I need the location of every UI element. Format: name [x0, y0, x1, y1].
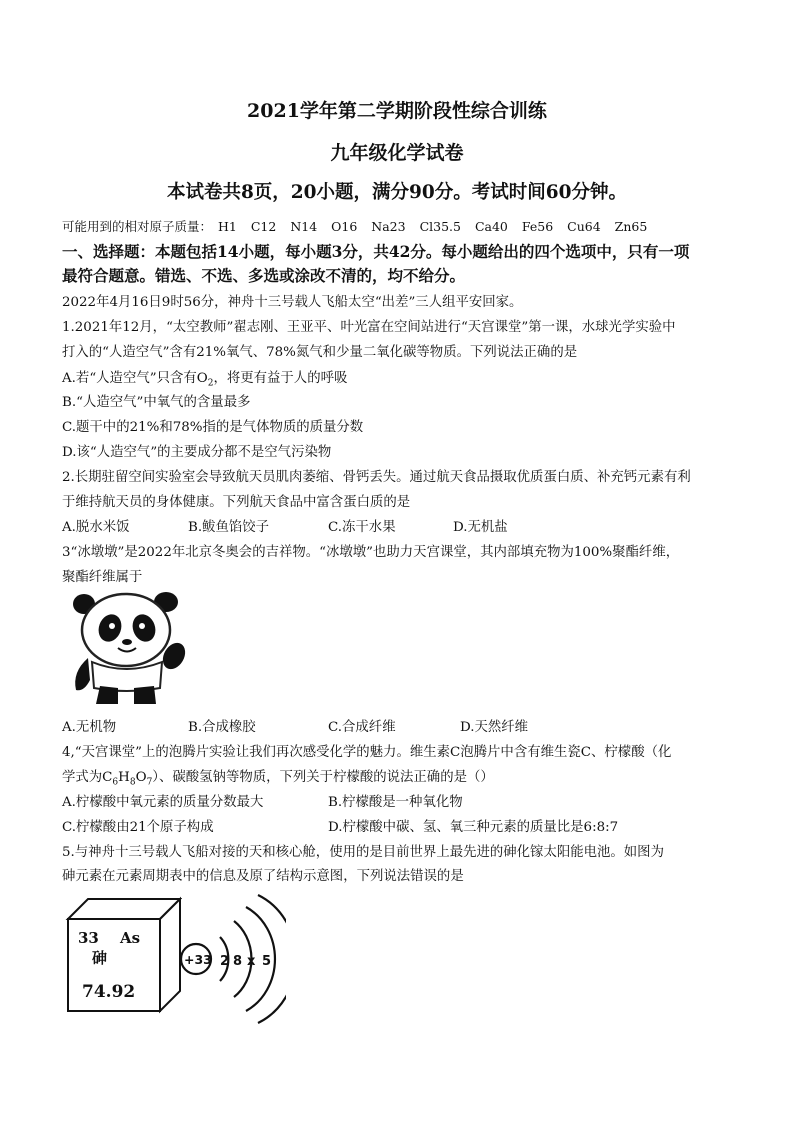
shell-1-electrons: 2: [220, 954, 230, 969]
intro-text: 2022年4月16日9时56分，神舟十三号载人飞船太空“出差”三人组平安回家。: [62, 295, 523, 310]
q3-options: [62, 716, 742, 736]
element-symbol: As: [120, 929, 141, 947]
q1-stem-line1: 1.2021年12月，“太空教师”翟志刚、王亚平、叶光富在空间站进行“天宫课堂”第一课，水球光学实验中: [62, 320, 676, 335]
q4-options-row2: [62, 816, 742, 836]
q2-option-d: D.无机盐: [453, 520, 508, 535]
exam-info: 本试卷共8页，20小题，满分90分。考试时间60分钟。: [166, 182, 628, 203]
q1-option-c: C.题干中的21%和78%指的是气体物质的质量分数: [62, 420, 364, 435]
element-atomic-number: 33: [78, 929, 99, 947]
section-heading-line1: 一、选择题：本题包括14小题，每小题3分，共42分。每小题给出的四个选项中，只有一项: [62, 242, 690, 261]
q2-stem-line2: 于维持航天员的身体健康。下列航天食品中富含蛋白质的是: [62, 495, 411, 510]
q4-stem-line1: 4,“天宫课堂”上的泡腾片实验让我们再次感受化学的魅力。维生素C泡腾片中含有维生瓷C、柠檬酸（化: [62, 745, 672, 760]
mass-item: Zn65: [614, 219, 648, 234]
q4-option-a: A.柠檬酸中氧元素的质量分数最大: [62, 795, 264, 810]
q4-option-b: B.柠檬酸是一种氧化物: [328, 795, 463, 810]
q5-stem-line2: 砷元素在元素周期表中的信息及原了结构示意图，下列说法错误的是: [62, 869, 464, 884]
q5-stem-line1: 5.与神舟十三号载人飞船对接的天和核心舱，使用的是目前世界上最先进的砷化镓太阳能电池。如图为: [62, 845, 664, 860]
q3-stem-line2: 聚酯纤维属于: [62, 570, 143, 585]
q2-stem-line1: 2.长期驻留空间实验室会导致航天员肌肉萎缩、骨钙丢失。通过航天食品摄取优质蛋白质、补充钙元素有利: [62, 470, 691, 485]
q1-option-a-sub: 2: [207, 378, 214, 389]
exam-title: 2021学年第二学期阶段性综合训练: [247, 100, 547, 122]
q4-formula-h: H: [118, 770, 130, 785]
mass-item: Cl35.5: [419, 219, 461, 234]
mass-item: O16: [331, 219, 358, 234]
mass-item: H1: [218, 219, 237, 234]
q4-formula-o: O: [135, 770, 147, 785]
atomic-masses-label: 可能用到的相对原子质量：: [62, 219, 213, 234]
q4-option-c: C.柠檬酸由21个原子构成: [62, 820, 214, 835]
arsenic-atom-structure-diagram: [176, 893, 286, 1025]
q2-option-b: B.鲅鱼馅饺子: [188, 520, 270, 535]
q4-stem-line2: [62, 766, 742, 788]
mass-item: Na23: [371, 219, 406, 234]
nucleus-charge: +33: [184, 952, 212, 967]
exam-subtitle: 九年级化学试卷: [330, 142, 464, 164]
q2-options: [62, 516, 742, 536]
q4-formula-c-sub: 6: [112, 777, 119, 788]
q4-formula-h-sub: 8: [129, 777, 136, 788]
mass-item: C12: [250, 219, 277, 234]
q3-stem-line1: 3“冰墩墩”是2022年北京冬奥会的吉祥物。“冰墩墩”也助力天宫课堂，其内部填充物为100%聚酯纤维，: [62, 545, 680, 560]
shell-3-electrons: x: [247, 954, 256, 969]
element-name: 砷: [92, 949, 108, 967]
q1-option-a-pre: A.若“人造空气”只含有O: [62, 371, 208, 386]
atomic-masses: [62, 217, 742, 235]
shell-4-electrons: 5: [262, 954, 272, 969]
mass-item: Fe56: [521, 219, 554, 234]
q3-option-c: C.合成纤维: [328, 720, 396, 735]
mass-item: N14: [290, 219, 318, 234]
bing-dwen-dwen-picture: [66, 588, 192, 706]
q1-stem-line2: 打入的“人造空气”含有21%氧气、78%氮气和少量二氧化碳等物质。下列说法正确的是: [62, 345, 578, 360]
q1-option-d: D.该“人造空气”的主要成分都不是空气污染物: [62, 445, 332, 460]
q4-formula-pre: 学式为C: [62, 770, 113, 785]
q1-option-b: B.“人造空气”中氧气的含量最多: [62, 395, 251, 410]
mass-item: Cu64: [567, 219, 601, 234]
q4-formula-o-sub: 7: [146, 777, 153, 788]
q2-option-c: C.冻干水果: [328, 520, 396, 535]
section-heading-line2: 最符合题意。错选、不选、多选或涂改不清的，均不给分。: [62, 266, 466, 285]
q2-option-a: A.脱水米饭: [62, 520, 130, 535]
q4-options-row1: [62, 791, 742, 811]
q1-option-a-post: ，将更有益于人的呼吸: [213, 371, 348, 386]
q3-option-d: D.天然纤维: [460, 720, 529, 735]
arsenic-element-card: [62, 893, 182, 1015]
shell-2-electrons: 8: [233, 954, 243, 969]
element-mass: 74.92: [82, 982, 136, 1002]
q3-option-b: B.合成橡胶: [188, 720, 256, 735]
q4-option-d: D.柠檬酸中碳、氢、氧三种元素的质量比是6:8:7: [328, 820, 619, 835]
mass-item: Ca40: [474, 219, 508, 234]
q3-option-a: A.无机物: [62, 720, 117, 735]
q4-formula-post: ）、碳酸氢钠等物质，下列关于柠檬酸的说法正确的是（）: [152, 770, 494, 785]
q1-option-a: [62, 367, 742, 389]
